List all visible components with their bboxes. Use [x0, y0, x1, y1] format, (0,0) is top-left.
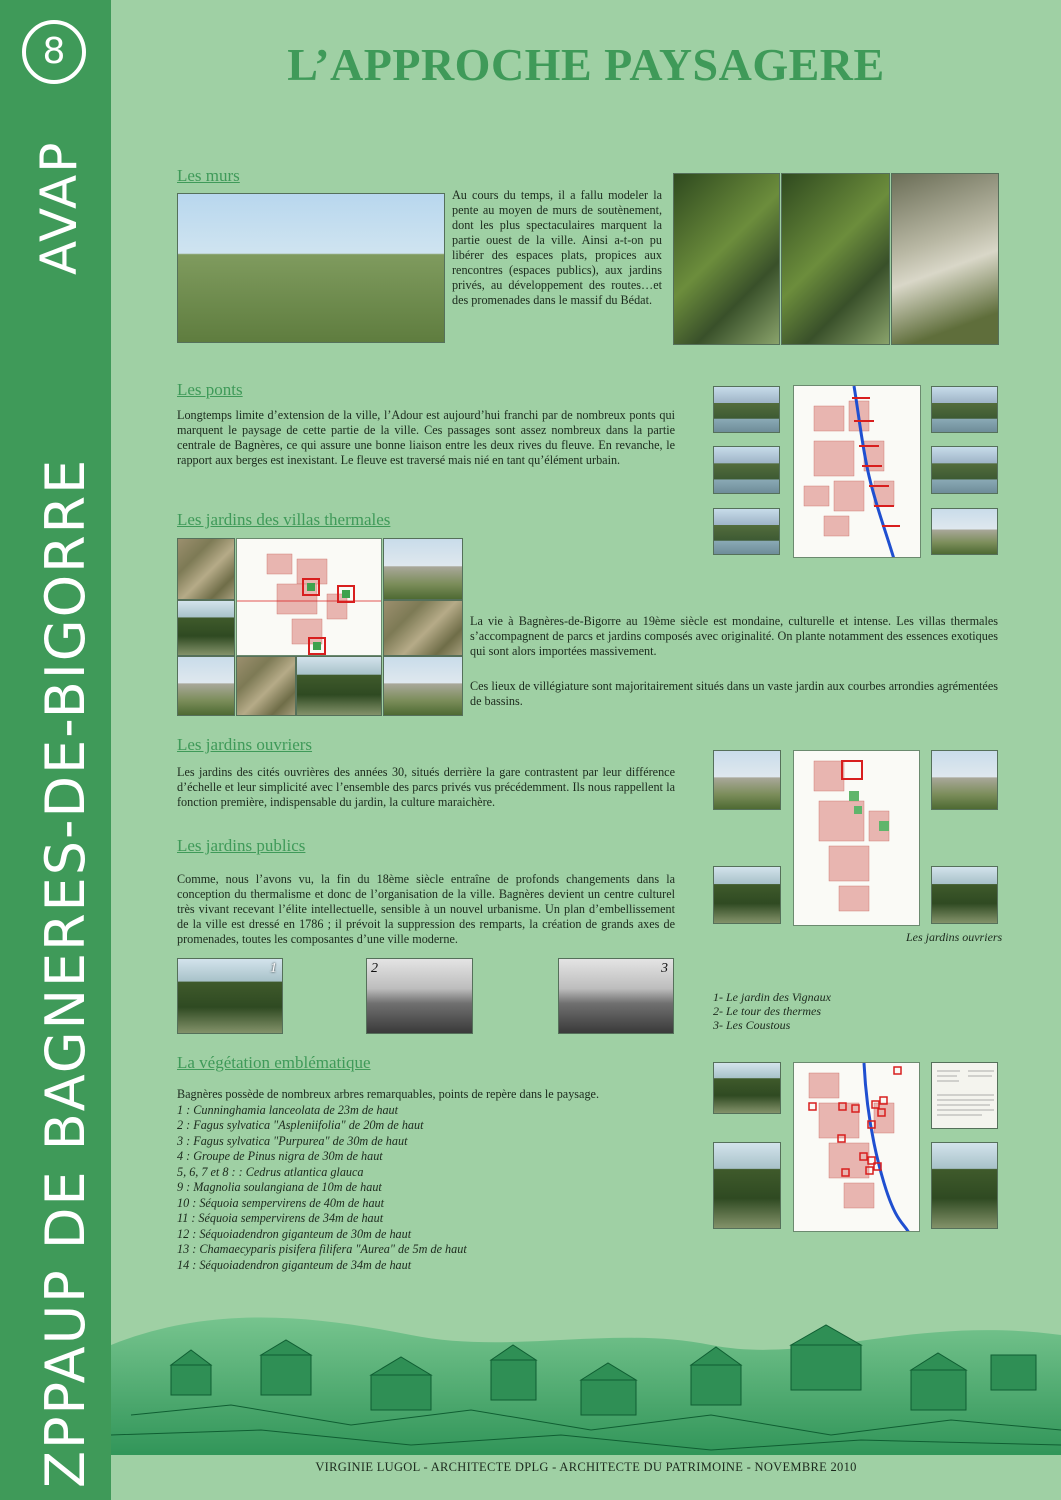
publics-text: Comme, nous l’avons vu, la fin du 18ème siècle entraîne de profonds changements dans la conception du thermalisme et donc de l’organisation de la ville. Bagnères devient un centre culturel très vivant recevant l’élite intellectuelle, sensible à un nouvel urbanisme. Un plan d’embellissement de la ville est dressé en 1786 ; il prévoit la suppression des remparts, la création de grands axes de promenades, toutes les composantes d’une ville moderne.	[177, 872, 675, 946]
photo-arbre-2	[713, 1142, 781, 1229]
photo-villa-park	[296, 656, 382, 716]
town-sketch-illustration	[111, 1285, 1061, 1455]
section-heading-publics: Les jardins publics	[177, 836, 306, 855]
photo-villa-gate	[177, 600, 235, 656]
photo-pont-5	[931, 446, 998, 494]
photo-arbre-3	[931, 1142, 998, 1229]
photo-villas-aerial-2	[383, 600, 463, 656]
avap-label: AVAP	[30, 140, 88, 275]
villas-text-1: La vie à Bagnères-de-Bigorre au 19ème siècle est mondaine, culturelle et intense. Les villas thermales s’accompagnent de parcs et jardins composés avec originalité. On plante notamment des essences exotiques qui sont alors importées massivement.	[470, 614, 998, 658]
photo-number-2: 2	[371, 961, 378, 976]
tree-item: 9 : Magnolia soulangiana de 10m de haut	[177, 1180, 382, 1194]
photo-publics-1	[177, 958, 283, 1034]
tree-item: 3 : Fagus sylvatica "Purpurea" de 30m de haut	[177, 1133, 408, 1148]
map-vegetation	[793, 1062, 920, 1232]
sidebar	[0, 0, 111, 1500]
photo-ouvriers-1	[713, 750, 781, 810]
tree-item: 2 : Fagus sylvatica "Aspleniifolia" de 20m de haut	[177, 1118, 424, 1132]
tree-item: 4 : Groupe de Pinus nigra de 30m de haut	[177, 1149, 383, 1163]
photo-murs-stone	[891, 173, 999, 345]
ponts-text: Longtemps limite d’extension de la ville, l’Adour est aujourd’hui franchi par de nombreux ponts qui marquent le paysage de cette partie de la ville. Ces passages sont assez nombreux dans la partie centrale de Bagnères, ce qui assure une bonne liaison entre les deux rives du fleuve. En revanche, le rapport aux berges est inexistant. Le fleuve est traversé mais nié en tant qu’élément urbain.	[177, 408, 675, 467]
villas-text-2: Ces lieux de villégiature sont majoritairement situés dans un vaste jardin aux courbes arrondies agrémentées de bassins.	[470, 679, 998, 708]
publics-legend	[713, 990, 831, 1032]
photo-villa-2	[177, 656, 235, 716]
footer-credits: VIRGINIE LUGOL - ARCHITECTE DPLG - ARCHITECTE DU PATRIMOINE - NOVEMBRE 2010	[315, 1460, 857, 1474]
map-ouvriers	[793, 750, 920, 926]
tree-item: 11 : Séquoia sempervirens de 34m de haut	[177, 1211, 384, 1225]
section-heading-ponts: Les ponts	[177, 380, 243, 399]
tree-item: 13 : Chamaecyparis pisifera filifera "Aurea" de 5m de haut	[177, 1242, 467, 1256]
photo-pont-1	[713, 386, 780, 433]
tree-item: 5, 6, 7 et 8 : : Cedrus atlantica glauca	[177, 1164, 364, 1179]
photo-murs-forest	[781, 173, 890, 345]
photo-pont-2	[713, 446, 780, 494]
section-heading-villas: Les jardins des villas thermales	[177, 510, 391, 529]
photo-ouvriers-2	[713, 866, 781, 924]
section-heading-vegetation: La végétation emblématique	[177, 1053, 371, 1072]
vegetation-list	[177, 1087, 675, 1273]
photo-villa-1	[383, 538, 463, 600]
photo-ouvriers-4	[931, 866, 998, 924]
photo-pont-3	[713, 508, 780, 555]
caption-ouvriers: Les jardins ouvriers	[906, 930, 1003, 944]
photo-publics-3	[558, 958, 674, 1034]
tree-item: 1 : Cunninghamia lanceolata de 23m de haut	[177, 1102, 399, 1117]
photo-villa-3	[383, 656, 463, 716]
zone-label: ZPPAUP DE BAGNERES-DE-BIGORRE	[34, 457, 97, 1488]
section-heading-ouvriers: Les jardins ouvriers	[177, 735, 313, 754]
legend-item-1: 1- Le jardin des Vignaux	[713, 990, 831, 1004]
photo-number-1: 1	[270, 961, 277, 976]
vegetation-intro: Bagnères possède de nombreux arbres remarquables, points de repère dans le paysage.	[177, 1087, 600, 1101]
ouvriers-text: Les jardins des cités ouvrières des années 30, situés derrière la gare contrastent par leur différence d’échelle et leur simplicité avec l’ensemble des parcs privés vus précédemment. Ils nous rappellent la fonction première, indispensable du jardin, la culture maraichère.	[177, 765, 675, 809]
photo-murs-village	[177, 193, 445, 343]
photo-ouvriers-3	[931, 750, 998, 810]
legend-item-2: 2- Le tour des thermes	[713, 1004, 821, 1018]
photo-number-3: 3	[661, 961, 668, 976]
photo-villas-aerial-1	[177, 538, 235, 600]
tree-item: 10 : Séquoia sempervirens de 40m de haut	[177, 1195, 385, 1210]
photo-document	[931, 1062, 998, 1129]
murs-text: Au cours du temps, il a fallu modeler la pente au moyen de murs de soutènement, dont les plus spectaculaires marquent la partie ouest de la ville. Ainsi a-t-on pu libérer des espaces plats, propices aux rencontres (espaces publics), aux jardins privés, au développement des routes…et des promenades dans le massif du Bédat.	[452, 188, 662, 307]
map-ponts	[793, 385, 921, 558]
photo-murs-path	[673, 173, 780, 345]
panel-number-badge: 8	[22, 20, 86, 84]
tree-item: 14 : Séquoiadendron giganteum de 34m de haut	[177, 1257, 412, 1272]
photo-publics-2	[366, 958, 473, 1034]
photo-pont-4	[931, 386, 998, 433]
page-title: L’APPROCHE PAYSAGERE	[287, 39, 885, 90]
legend-item-3: 3- Les Coustous	[713, 1018, 791, 1032]
photo-villas-aerial-3	[236, 656, 296, 716]
photo-pont-6	[931, 508, 998, 555]
photo-arbre-1	[713, 1062, 781, 1114]
map-villas	[236, 538, 382, 656]
section-heading-murs: Les murs	[177, 166, 240, 185]
tree-item: 12 : Séquoiadendron giganteum de 30m de haut	[177, 1226, 412, 1241]
